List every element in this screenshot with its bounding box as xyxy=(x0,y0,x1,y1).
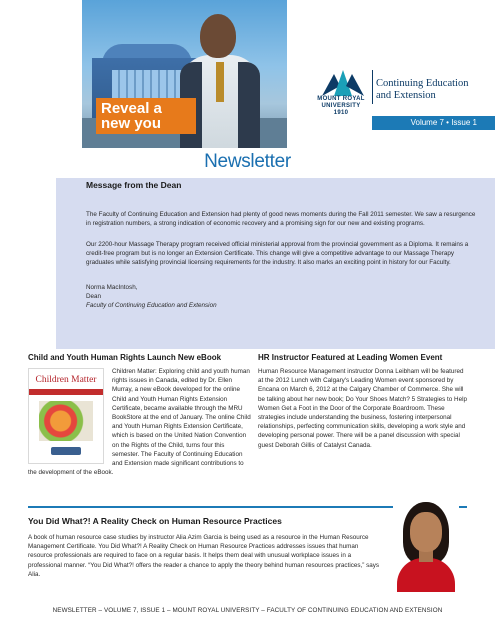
person-jacket-right xyxy=(238,62,260,148)
dean-message-heading: Message from the Dean xyxy=(86,180,182,190)
page-footer: NEWSLETTER – VOLUME 7, ISSUE 1 – MOUNT ROYAL UNIVERSITY – FACULTY OF CONTINUING EDUCATION AND EXTENSION xyxy=(52,607,443,614)
dean-message-paragraph-2: Our 2200-hour Massage Therapy program received official ministerial approval from the provincial government as a Diploma. It remains a credit-free program but is no longer an Extension Certificate. This change will give a competitive advantage to our Massage Therapy graduates while satisfying provincial licensing requirements for the industry. It also marks an exciting point in history for our Faculty. xyxy=(86,241,469,266)
ebook-article-text: Children Matter: Exploring child and youth human rights issues in Canada, edited by Dr. Ellen Murray, a new eBook developed for the online Child and Youth Human Rights Extension Certificate, became available through the MRU BookStore at the end of January. The online Child and Youth Human Rights Extension Certificate, which is based on the United Nation Convention on the Rights of the Child, turns four this semester. The Faculty of Continuing Education and Extension made significant contributions to the development of the eBook. xyxy=(28,368,251,477)
university-logo-icon xyxy=(318,66,368,100)
university-name-line1: MOUNT ROYAL xyxy=(317,96,365,102)
portrait-face xyxy=(410,512,442,552)
hero-tagline-line1: Reveal a xyxy=(101,100,162,117)
hr-article-heading: HR Instructor Featured at Leading Women Event xyxy=(258,353,443,362)
ebook-cover-spacer xyxy=(28,367,112,461)
department-name-line1: Continuing Education xyxy=(376,78,469,89)
dean-message-box xyxy=(56,178,495,349)
dean-signature xyxy=(86,283,478,310)
dean-message-paragraph-1: The Faculty of Continuing Education and Extension had plenty of good news moments during the Fall 2011 semester. We saw a resurgence in registration numbers, a strong indication of economic recovery and a promising sign for our new and existing programs. xyxy=(86,211,476,227)
department-name-line2: and Extension xyxy=(376,90,436,101)
department-name xyxy=(376,78,491,102)
dean-signature-faculty: Faculty of Continuing Education and Extension xyxy=(86,302,217,309)
hr-article-body: Human Resource Management instructor Donna Leibham will be featured at the 2012 Lunch with Calgary's Leading Women event sponsored by Encana on March 6, 2012 at the Calgary Chamber of Commerce. She will be talking about her new book; Do Your Shoes Match? 5 Strategies to Help Women Get a Foot in the Door of the Corporate Boardroom. These strategies include understanding the business, fostering interpersonal relationships, perfecting communication skills, developing a work style and developing personal power. There will be a panel discussion with special guest Deborah Gillis of Catalyst Canada. xyxy=(258,368,467,449)
logo-divider xyxy=(372,70,373,104)
university-name-line2: UNIVERSITY xyxy=(321,103,361,109)
hero-tagline-line2: new you xyxy=(101,115,162,132)
author-portrait-image xyxy=(393,500,459,592)
university-year: 1910 xyxy=(333,110,349,116)
volume-issue-bar xyxy=(372,116,495,130)
ebook-cover-title: Children Matter xyxy=(35,375,97,385)
volume-issue-text: Volume 7 • Issue 1 xyxy=(410,118,477,127)
dean-signature-name: Norma MacIntosh, xyxy=(86,284,138,291)
building-windows xyxy=(112,70,187,100)
ebook-article-heading: Child and Youth Human Rights Launch New eBook xyxy=(28,353,222,362)
dean-signature-title: Dean xyxy=(86,293,102,300)
hero-tagline xyxy=(96,98,196,134)
ebook-article-body xyxy=(28,367,252,477)
reality-check-body: A book of human resource case studies by instructor Alia Azim Garcia is being used as a resource in the Human Resource Management Certificate. You Did What?! A Reality Check on Human Resource Practices addresses issues that human resource professionals are required to face on a regular basis. It helps them deal with unusual workplace issues in a professional manner. “You Did What?! offers the reader a chance to apply the theory behind human resources practices,” says Alia. xyxy=(28,534,380,578)
reality-check-heading: You Did What?! A Reality Check on Human Resource Practices xyxy=(28,516,282,526)
newsletter-title: Newsletter xyxy=(204,151,291,172)
person-tie xyxy=(216,62,224,102)
university-name xyxy=(306,96,376,117)
portrait-top xyxy=(397,558,455,592)
hero-banner-image xyxy=(82,0,287,148)
person-head xyxy=(200,14,236,58)
